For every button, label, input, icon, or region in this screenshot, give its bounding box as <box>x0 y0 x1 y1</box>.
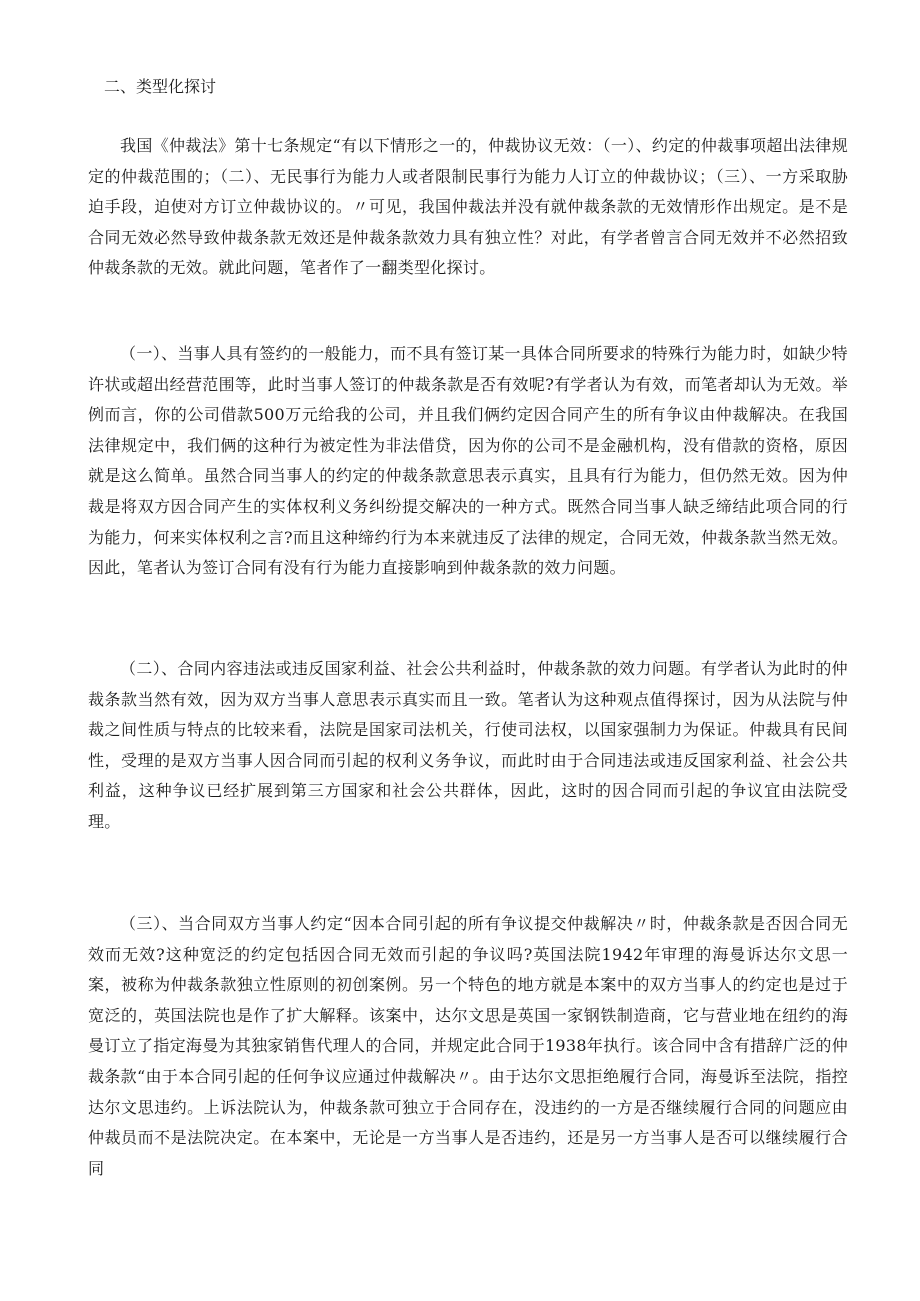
paragraph-type-one: （一）、当事人具有签约的一般能力，而不具有签订某一具体合同所要求的特殊行为能力时，如缺少特许状或超出经营范围等，此时当事人签订的仲裁条款是否有效呢?有学者认为有效，而笔者却认为无效。举例而言，你的公司借款500万元给我的公司，并且我们俩约定因合同产生的所有争议由仲裁解决。在我国法律规定中，我们俩的这种行为被定性为非法借贷，因为你的公司不是金融机构，没有借款的资格，原因就是这么简单。虽然合同当事人的约定的仲裁条款意思表示真实，且具有行为能力，但仍然无效。因为仲裁是将双方因合同产生的实体权利义务纠纷提交解决的一种方式。既然合同当事人缺乏缔结此项合同的行为能力，何来实体权利之言?而且这种缔约行为本来就违反了法律的规定，合同无效，仲裁条款当然无效。因此，笔者认为签订合同有没有行为能力直接影响到仲裁条款的效力问题。 <box>88 344 848 578</box>
paragraph-type-three: （三）、当合同双方当事人约定“因本合同引起的所有争议提交仲裁解决〃时，仲裁条款是否因合同无效而无效?这种宽泛的约定包括因合同无效而引起的争议吗?英国法院1942年审理的海曼诉达尔文思一案，被称为仲裁条款独立性原则的初创案例。另一个特色的地方就是本案中的双方当事人的约定也是过于宽泛的，英国法院也是作了扩大解释。该案中，达尔文思是英国一家钢铁制造商，它与营业地在纽约的海曼订立了指定海曼为其独家销售代理人的合同，并规定此合同于1938年执行。该合同中含有措辞广泛的仲裁条款“由于本合同引起的任何争议应通过仲裁解决〃。由于达尔文思拒绝履行合同，海曼诉至法院，指控达尔文思违约。上诉法院认为，仲裁条款可独立于合同存在，没违约的一方是否继续履行合同的问题应由仲裁员而不是法院决定。在本案中，无论是一方当事人是否违约，还是另一方当事人是否可以继续履行合同 <box>88 914 848 1178</box>
paragraph-type-two: （二）、合同内容违法或违反国家利益、社会公共利益时，仲裁条款的效力问题。有学者认为此时的仲裁条款当然有效，因为双方当事人意思表示真实而且一致。笔者认为这种观点值得探讨，因为从法院与仲裁之间性质与特点的比较来看，法院是国家司法机关，行使司法权，以国家强制力为保证。仲裁具有民间性，受理的是双方当事人因合同而引起的权利义务争议，而此时由于合同违法或违反国家利益、社会公共利益，这种争议已经扩展到第三方国家和社会公共群体，因此，这时的因合同而引起的争议宜由法院受理。 <box>88 659 848 831</box>
section-heading: 二、类型化探讨 <box>104 77 217 96</box>
paragraph-intro: 我国《仲裁法》第十七条规定“有以下情形之一的，仲裁协议无效：（一）、约定的仲裁事项超出法律规定的仲裁范围的；（二）、无民事行为能力人或者限制民事行为能力人订立的仲裁协议；（三）、一方采取胁迫手段，迫使对方订立仲裁协议的。〃可见，我国仲裁法并没有就仲裁条款的无效情形作出规定。是不是合同无效必然导致仲裁条款无效还是仲裁条款效力具有独立性？对此，有学者曾言合同无效并不必然招致仲裁条款的无效。就此问题，笔者作了一翻类型化探讨。 <box>88 136 848 278</box>
